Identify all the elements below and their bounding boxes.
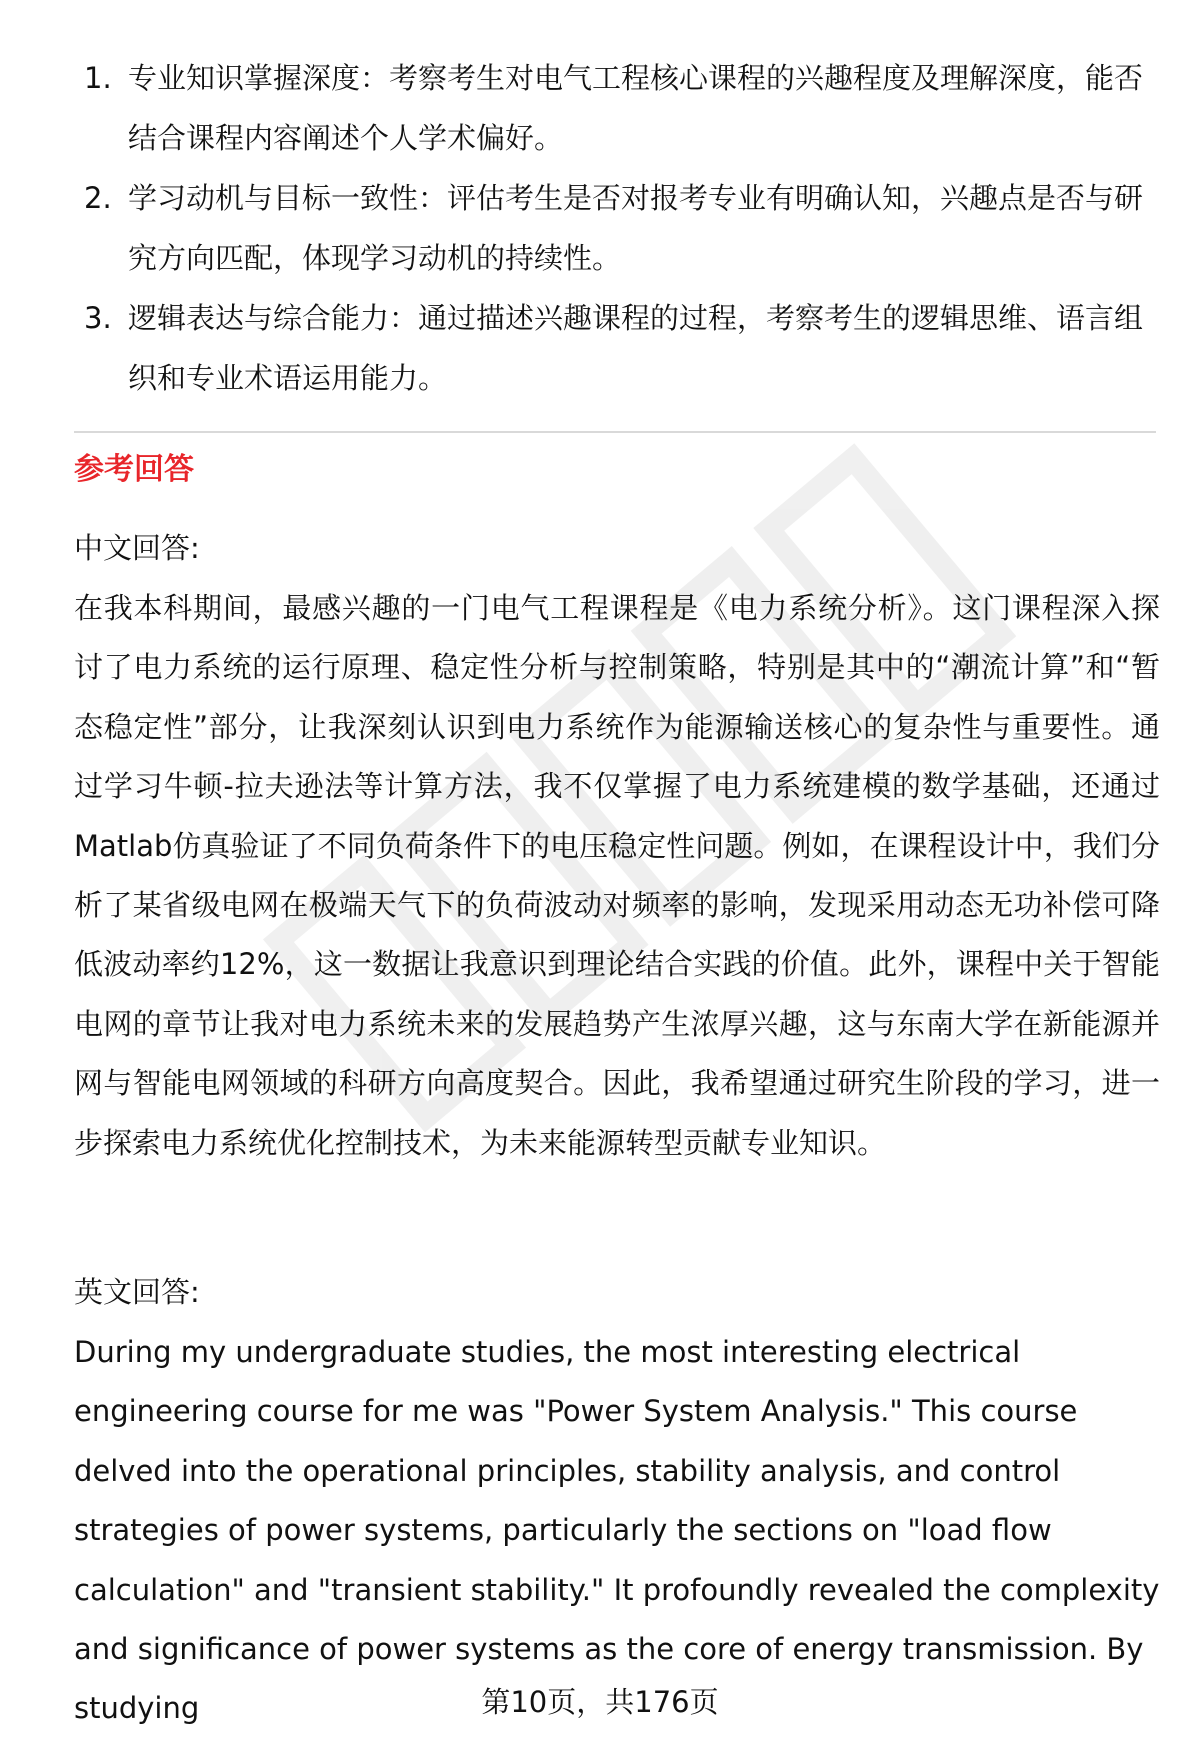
english-answer-text: During my undergraduate studies, the most interesting electrical engineering course for me was "Power System Analysis." This course delved into the operational principles, stability analysis, and control strategies of power systems, particularly the sections on "load flow calculation" and "transient stability." It profoundly revealed the complexity and significance of power systems as the core of energy transmission. By studying [74, 1335, 1160, 1726]
list-item-text: 逻辑表达与综合能力：通过描述兴趣课程的过程，考察考生的逻辑思维、语言组织和专业术语运用能力。 [128, 301, 1144, 395]
chinese-answer-label: 中文回答: [74, 531, 200, 565]
reference-answer-heading: 参考回答 [74, 452, 194, 487]
list-item [74, 168, 1154, 288]
list-item-text: 专业知识掌握深度：考察考生对电气工程核心课程的兴趣程度及理解深度，能否结合课程内容阐述个人学术偏好。 [128, 61, 1144, 155]
english-answer-label: 英文回答: [74, 1275, 200, 1309]
page-number: 第10页，共176页 [481, 1685, 719, 1719]
list-item-text: 学习动机与目标一致性：评估考生是否对报考专业有明确认知，兴趣点是否与研究方向匹配，体现学习动机的持续性。 [128, 181, 1144, 275]
section-divider [74, 431, 1156, 433]
list-item-number: 3. [84, 301, 112, 335]
list-item [74, 48, 1154, 168]
chinese-answer-text: 在我本科期间，最感兴趣的一门电气工程课程是《电力系统分析》。这门课程深入探讨了电力系统的运行原理、稳定性分析与控制策略，特别是其中的“潮流计算”和“暂态稳定性”部分，让我深刻认识到电力系统作为能源输送核心的复杂性与重要性。通过学习牛顿-拉夫逊法等计算方法，我不仅掌握了电力系统建模的数学基础，还通过Matlab仿真验证了不同负荷条件下的电压稳定性问题。例如，在课程设计中，我们分析了某省级电网在极端天气下的负荷波动对频率的影响，发现采用动态无功补偿可降低波动率约12%，这一数据让我意识到理论结合实践的价值。此外，课程中关于智能电网的章节让我对电力系统未来的发展趋势产生浓厚兴趣，这与东南大学在新能源并网与智能电网领域的科研方向高度契合。因此，我希望通过研究生阶段的学习，进一步探索电力系统优化控制技术，为未来能源转型贡献专业知识。 [74, 591, 1160, 1160]
criteria-list [74, 48, 1154, 408]
list-item [74, 288, 1154, 408]
list-item-number: 1. [84, 61, 112, 95]
list-item-number: 2. [84, 181, 112, 215]
